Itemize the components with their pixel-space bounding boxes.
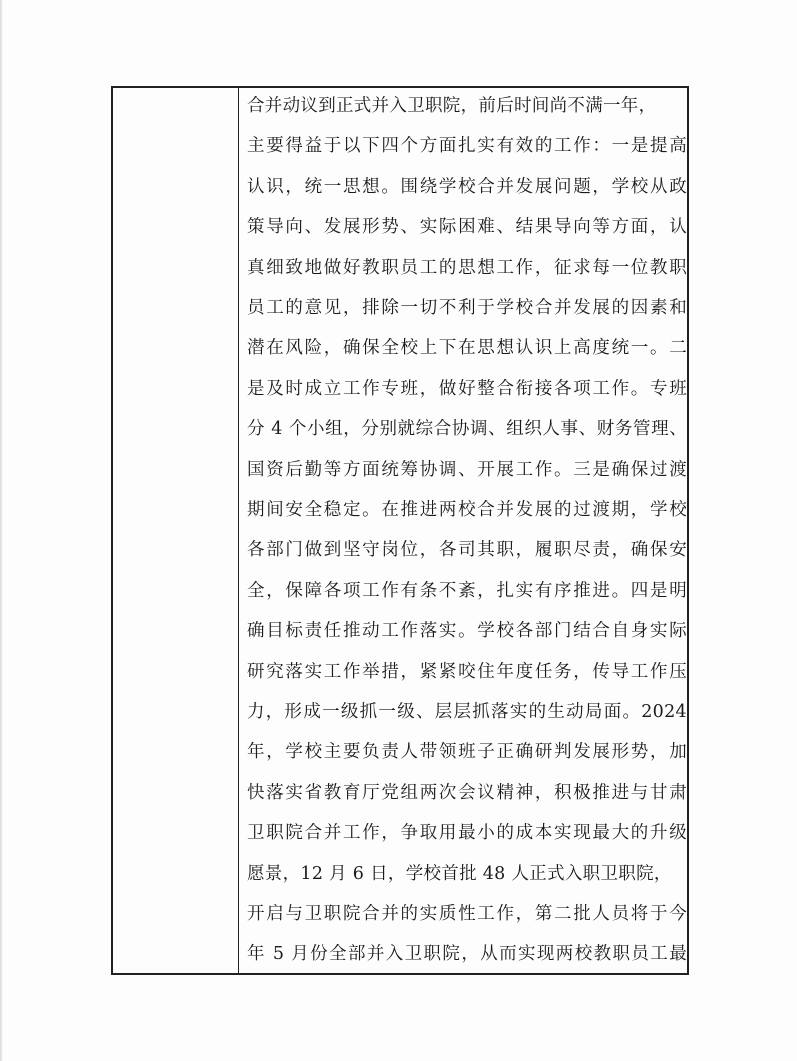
text-line: 认识，统一思想。围绕学校合并发展问题，学校从政 [247, 176, 687, 197]
text-line: 策导向、发展形势、实际困难、结果导向等方面，认 [247, 217, 687, 238]
text-line: 员工的意见，排除一切不利于学校合并发展的因素和 [247, 298, 687, 318]
text-line: 期间安全稳定。在推进两校合并发展的过渡期，学校 [247, 500, 687, 520]
text-line: 年 5 月份全部并入卫职院，从而实现两校教职员工最 [247, 944, 687, 965]
text-line: 国资后勤等方面统筹协调、开展工作。三是确保过渡 [247, 459, 687, 480]
text-line: 研究落实工作举措，紧紧咬住年度任务，传导工作压 [247, 661, 687, 682]
text-line: 全，保障各项工作有条不紊，扎实有序推进。四是明 [247, 580, 687, 601]
text-line: 是及时成立工作专班，做好整合衔接各项工作。专班 [247, 378, 687, 399]
text-line: 潜在风险，确保全校上下在思想认识上高度统一。二 [247, 338, 687, 359]
table-content-cell [239, 88, 687, 973]
table-label-cell [113, 88, 239, 973]
text-line: 力，形成一级抓一级、层层抓落实的生动局面。2024 [247, 702, 687, 722]
text-line: 快落实省教育厅党组两次会议精神，积极推进与甘肃 [247, 782, 687, 803]
text-line: 确目标责任推动工作落实。学校各部门结合自身实际 [247, 621, 687, 642]
document-table [111, 86, 689, 975]
text-line: 分 4 个小组，分别就综合协调、组织人事、财务管理、 [247, 419, 687, 440]
text-line: 开启与卫职院合并的实质性工作，第二批人员将于今 [247, 904, 687, 924]
text-line: 各部门做到坚守岗位，各司其职，履职尽责，确保安 [247, 540, 687, 561]
page-edge-shadow [0, 0, 3, 1061]
text-line: 真细致地做好教职员工的思想工作，征求每一位教职 [247, 257, 687, 278]
text-line: 愿景，12 月 6 日，学校首批 48 人正式入职卫职院， [247, 863, 672, 884]
text-line: 主要得益于以下四个方面扎实有效的工作：一是提高 [247, 136, 687, 157]
text-line: 年，学校主要负责人带领班子正确研判发展形势，加 [247, 742, 687, 763]
text-line: 合并动议到正式并入卫职院，前后时间尚不满一年， [247, 96, 657, 116]
text-line: 卫职院合并工作，争取用最小的成本实现最大的升级 [247, 823, 687, 844]
